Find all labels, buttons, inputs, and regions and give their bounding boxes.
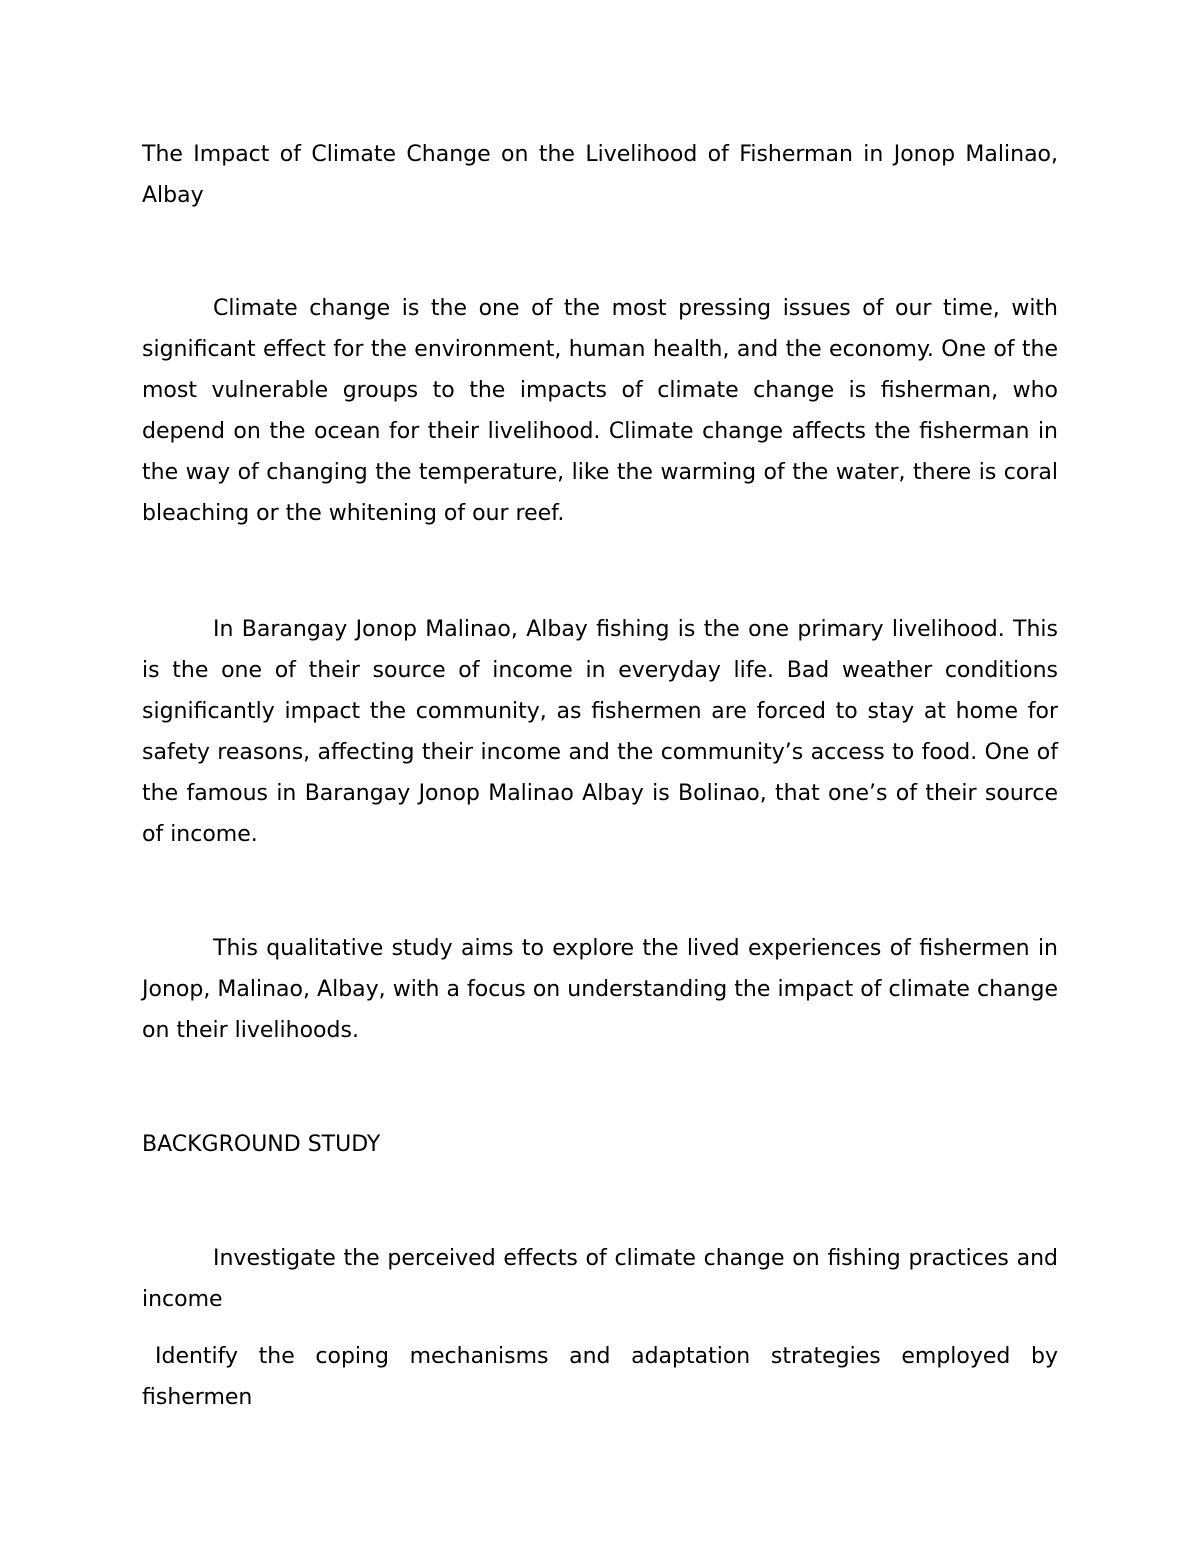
- objective-item: Identify the coping mechanisms and adaptation strategies employed by fishermen: [142, 1344, 1058, 1410]
- paragraph-barangay: In Barangay Jonop Malinao, Albay fishing is the one primary livelihood. This is the one of their source of income in everyday life. Bad weather conditions significantly impact the community, as fishermen are forced to stay at home for safety reasons, affecting their income and the community’s access to food. One of the famous in Barangay Jonop Malinao Albay is Bolinao, that one’s of their source of income.: [142, 617, 1058, 847]
- document-title: The Impact of Climate Change on the Livelihood of Fisherman in Jonop Malinao, Albay: [142, 142, 1058, 208]
- objective-item: Investigate the perceived effects of climate change on fishing practices and income: [142, 1246, 1058, 1312]
- paragraph-intro: Climate change is the one of the most pressing issues of our time, with significant effect for the environment, human health, and the economy. One of the most vulnerable groups to the impacts of climate change is fisherman, who depend on the ocean for their livelihood. Climate change affects the fisherman in the way of changing the temperature, like the warming of the water, there is coral bleaching or the whitening of our reef.: [142, 296, 1058, 526]
- paragraph-study-aim: This qualitative study aims to explore the lived experiences of fishermen in Jonop, Malinao, Albay, with a focus on understanding the impact of climate change on their livelihoods.: [142, 936, 1058, 1043]
- section-heading: BACKGROUND STUDY: [142, 1132, 381, 1157]
